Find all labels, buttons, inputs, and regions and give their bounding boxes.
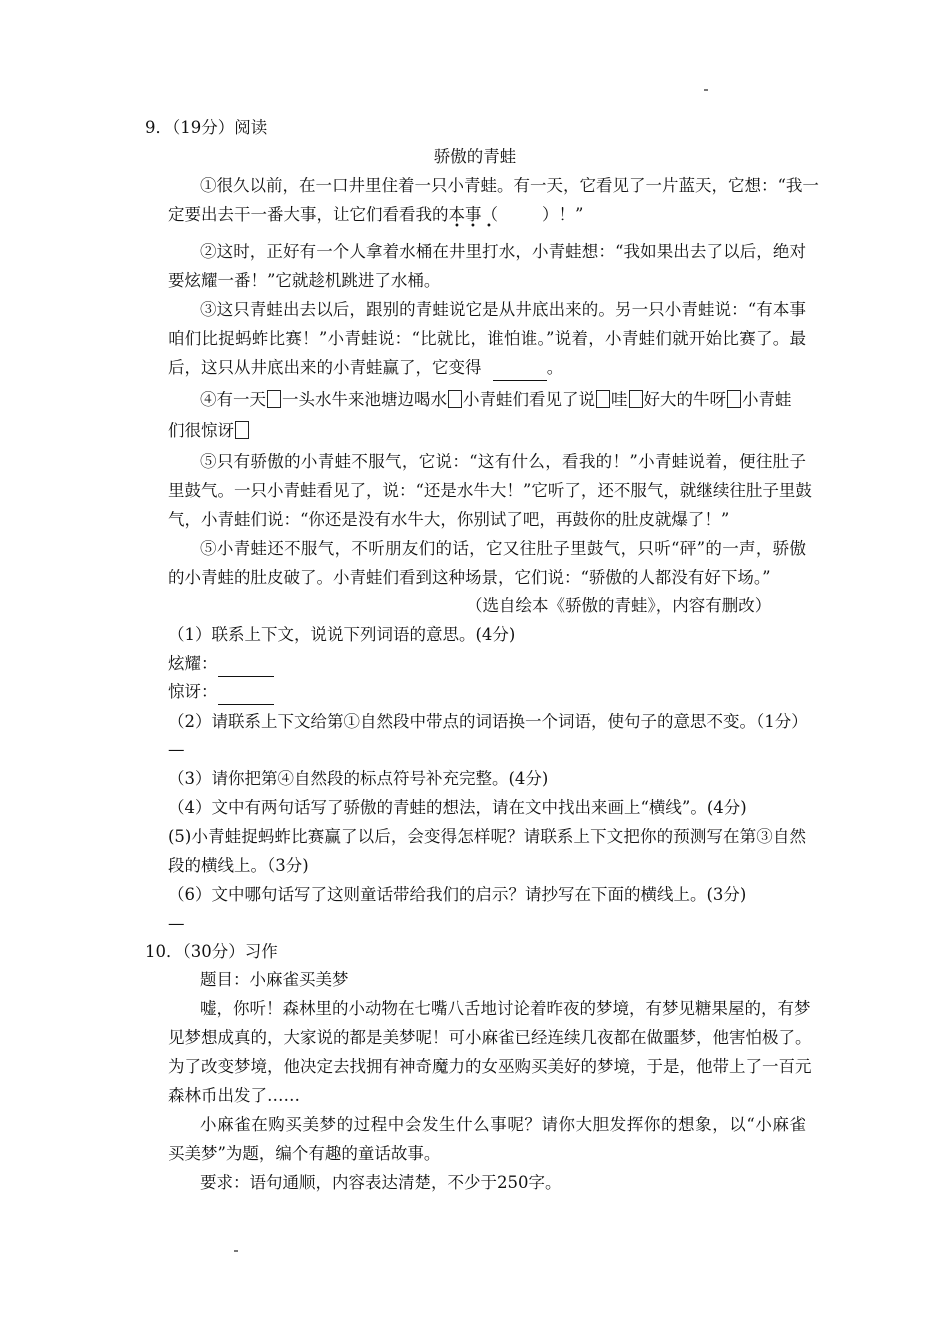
punctuation-box[interactable]	[629, 390, 643, 408]
punctuation-box[interactable]	[448, 390, 462, 408]
p5-line2: 里鼓气。一只小青蛙看见了，说：“还是水牛大！”它听了，还不服气，就继续往肚子里鼓	[168, 481, 812, 500]
p1-line2-text: 定要出去干一番大事，让它们看看我的本事（	[168, 205, 498, 224]
sub-question-4: （4）文中有两句话写了骄傲的青蛙的想法，请在文中找出来画上“横线”。(4分)	[168, 798, 747, 817]
p6-line2: 的小青蛙的肚皮破了。小青蛙们看到这种场景，它们说：“骄傲的人都没有好下场。”	[168, 568, 771, 587]
answer-blank[interactable]	[218, 652, 274, 677]
p4-seg: 小青蛙们看见了说	[463, 390, 595, 409]
p3-line3	[168, 356, 563, 381]
q10-p1-line4: 森林币出发了……	[168, 1086, 300, 1105]
term-label: 惊讶：	[168, 682, 218, 701]
emphasis-dot: •	[486, 221, 492, 232]
q10-p1-line2: 见梦想成真的，大家说的都是美梦呢！可小麻雀已经连续几夜都在做噩梦，他害怕极了。	[168, 1028, 812, 1047]
scan-mark-top	[704, 89, 708, 91]
p3-line3-text: 后，这只从井底出来的小青蛙赢了，它变得	[168, 358, 482, 377]
q9-header: 9．（19分）阅读	[145, 118, 268, 137]
q10-p2-line1: 小麻雀在购买美梦的过程中会发生什么事呢？请你大胆发挥你的想象，以“小麻雀	[200, 1115, 806, 1134]
punctuation-box[interactable]	[727, 390, 741, 408]
punctuation-box[interactable]	[596, 390, 610, 408]
p4-seg: 一头水牛来池塘边喝水	[282, 390, 447, 409]
q10-p1-line1: 嘘，你听！森林里的小动物在七嘴八舌地讨论着昨夜的梦境，有梦见糖果屋的，有梦	[200, 999, 811, 1018]
emphasis-dot: •	[470, 221, 476, 232]
p1-line2	[168, 203, 583, 227]
p6-line1: ⑤小青蛙还不服气，不听朋友们的话，它又往肚子里鼓气，只听“砰”的一声，骄傲	[200, 539, 806, 558]
sub-question-5-line2: 段的横线上。（3分)	[168, 856, 309, 875]
punctuation-box[interactable]	[235, 421, 249, 439]
answer-blank[interactable]	[493, 356, 547, 381]
p5-line3: 气，小青蛙们说：“你还是没有水牛大，你别试了吧，再鼓你的肚皮就爆了！”	[168, 510, 730, 529]
p4-seg: 们很惊讶	[168, 421, 234, 440]
p4-seg: ④有一天	[200, 390, 266, 409]
p3-line2: 咱们比捉蚂蚱比赛！”小青蛙说：“比就比，谁怕谁。”说着，小青蛙们就开始比赛了。最	[168, 329, 806, 348]
sub1-term-a	[168, 652, 274, 677]
p4-line2	[168, 419, 250, 443]
p3-line1: ③这只青蛙出去以后，跟别的青蛙说它是从井底出来的。另一只小青蛙说：“有本事	[200, 300, 806, 319]
p2-line1: ②这时，正好有一个人拿着水桶在井里打水，小青蛙想：“我如果出去了以后，绝对	[200, 242, 806, 261]
p5-line1: ⑤只有骄傲的小青蛙不服气，它说：“这有什么，看我的！”小青蛙说着，便往肚子	[200, 452, 806, 471]
sub-question-2: （2）请联系上下文给第①自然段中带点的词语换一个词语，使句子的意思不变。（1分）	[168, 712, 808, 731]
p4-seg: 好大的牛呀	[643, 390, 726, 409]
q10-p1-line3: 为了改变梦境，他决定去找拥有神奇魔力的女巫购买美好的梦境，于是，他带上了一百元	[168, 1057, 812, 1076]
passage-title: 骄傲的青蛙	[433, 147, 517, 166]
p1-line1: ①很久以前，在一口井里住着一只小青蛙。有一天，它看见了一片蓝天，它想：“我一	[200, 176, 819, 195]
sub-question-3: （3）请你把第④自然段的标点符号补充完整。(4分)	[168, 769, 549, 788]
p4-seg: 哇	[611, 390, 628, 409]
answer-dash[interactable]: —	[168, 740, 185, 759]
sub-question-5-line1: (5)小青蛙捉蚂蚱比赛赢了以后，会变得怎样呢？请联系上下文把你的预测写在第③自然	[168, 827, 806, 846]
answer-blank[interactable]	[218, 680, 274, 705]
p3-line3-end: 。	[546, 358, 564, 377]
p4-seg: 小青蛙	[742, 390, 792, 409]
q10-p2-line2: 买美梦”为题，编个有趣的童话故事。	[168, 1144, 441, 1163]
p2-line2: 要炫耀一番！”它就趁机跳进了水桶。	[168, 271, 441, 290]
q10-requirement: 要求：语句通顺，内容表达清楚，不少于250字。	[200, 1173, 562, 1192]
emphasis-dot: •	[454, 221, 460, 232]
p1-line2-end: ）！”	[542, 205, 584, 224]
sub1-term-b	[168, 680, 274, 705]
answer-dash[interactable]: —	[168, 914, 185, 933]
q10-header: 10．（30分）习作	[145, 942, 278, 961]
term-label: 炫耀：	[168, 654, 218, 673]
p4-line1	[200, 388, 792, 412]
scan-mark-bottom	[234, 1250, 238, 1252]
punctuation-box[interactable]	[267, 390, 281, 408]
sub-question-1: （1）联系上下文，说说下列词语的意思。(4分)	[168, 625, 516, 644]
q10-topic: 题目：小麻雀买美梦	[200, 970, 349, 989]
source-note: （选自绘本《骄傲的青蛙》，内容有删改）	[466, 596, 772, 615]
sub-question-6: （6）文中哪句话写了这则童话带给我们的启示？请抄写在下面的横线上。(3分)	[168, 885, 747, 904]
